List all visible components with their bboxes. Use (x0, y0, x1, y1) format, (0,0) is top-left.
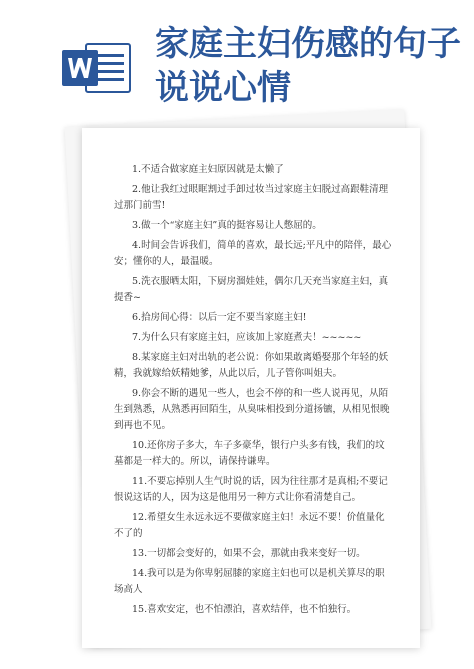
list-item: 11.不要忘掉别人生气时说的话，因为往往那才是真相;不要记恨说这话的人，因为这是他用另一种方式让你看清楚自己。 (114, 476, 388, 503)
list-item: 2.他让我红过眼眶割过手卸过妆当过家庭主妇脱过高跟鞋清理过那门前雪! (114, 184, 389, 211)
list-item: 1.不适合做家庭主妇原因就是太懒了 (132, 164, 284, 175)
list-item: 5.洗衣服晒太阳，下厨房溜娃娃，偶尔几天充当家庭主妇，真提香~ (114, 276, 389, 303)
list-item: 15.喜欢安定，也不怕漂泊，喜欢结伴，也不怕独行。 (132, 604, 357, 615)
list-item: 14.我可以是为你卑躬屈膝的家庭主妇也可以是机关算尽的职场高人 (114, 568, 385, 595)
page-title: 家庭主妇伤感的句子说说心情 (155, 24, 461, 108)
list-item: 9.你会不断的遇见一些人，也会不停的和一些人说再见，从陌生到熟悉，从熟悉再回陌生，从臭味相投到分道扬镳，从相见恨晚到再也不见。 (114, 388, 390, 431)
list-item: 13.一切都会变好的，如果不会，那就由我来变好一切。 (132, 548, 366, 559)
list-item: 6.拾房间心得：以后一定不要当家庭主妇! (132, 312, 307, 323)
list-item: 12.希望女生永远永远不要做家庭主妇！永远不要！价值量化不了的 (114, 512, 385, 539)
word-icon (60, 40, 132, 96)
list-item: 3.做一个“家庭主妇”真的挺容易让人憋屈的。 (132, 220, 322, 231)
list-item: 8.某家庭主妇对出轨的老公说：你如果敢离婚娶那个年轻的妖精，我就嫁给妖精她爹，从此以后，儿子管你叫姐夫。 (114, 352, 389, 379)
document-header (0, 0, 474, 110)
list-item: 4.时间会告诉我们，简单的喜欢，最长远;平凡中的陪伴，最心安；懂你的人，最温暖。 (114, 240, 392, 267)
document-body (114, 162, 394, 622)
list-item: 10.还你房子多大，车子多豪华，银行户头多有钱，我们的坟墓都是一样大的。所以，请保持谦卑。 (114, 440, 385, 467)
document-page (82, 128, 420, 648)
list-item: 7.为什么只有家庭主妇，应该加上家庭煮夫！~~~~~ (132, 332, 362, 343)
